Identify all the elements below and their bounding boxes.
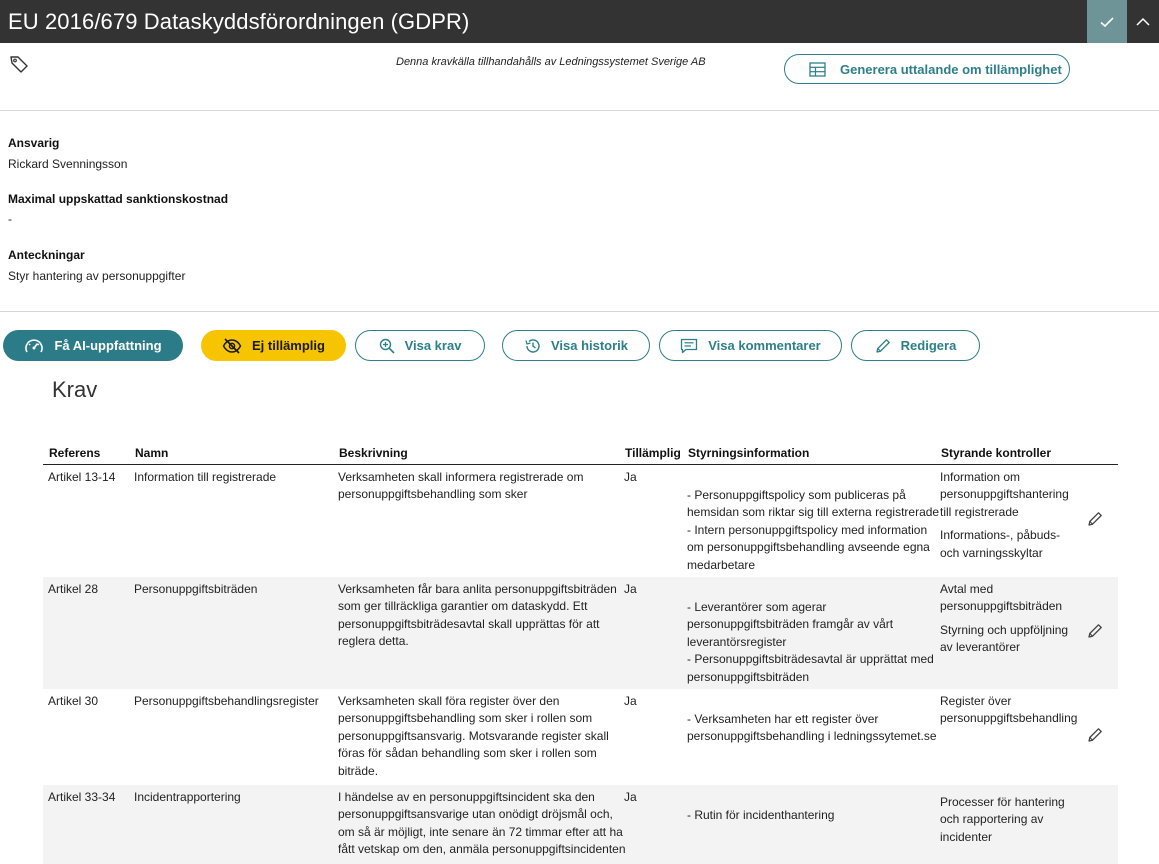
edit-button[interactable] (851, 330, 980, 361)
not-applicable-button[interactable] (201, 330, 346, 361)
column-header-name[interactable]: Namn (135, 446, 169, 460)
control-line: personuppgiftsbehandling (940, 711, 1078, 726)
description-line: personuppgiftsbehandling som sker i rollen som (338, 711, 593, 726)
description-line: Verksamheten skall föra register över den (338, 694, 560, 708)
control-line: incidenter (940, 829, 993, 844)
cell-applicable (624, 789, 637, 806)
governance-info-line: - Leverantörer som agerar (687, 600, 827, 614)
governance-info-line: - Intern personuppgiftspolicy med information (687, 522, 928, 537)
requirements-table (43, 444, 1118, 864)
cell-name (134, 581, 257, 598)
applicable-text: Ja (624, 582, 637, 596)
column-header-applicable[interactable]: Tillämplig (625, 446, 681, 460)
edit-label: Redigera (900, 338, 957, 353)
cell-controls (940, 469, 1069, 562)
cell-controls (940, 693, 1077, 728)
control-line: och rapportering av (940, 812, 1044, 827)
cell-description (338, 789, 626, 859)
control-line: personuppgiftshantering (940, 487, 1069, 502)
governance-info-line: - Rutin för incidenthantering (687, 808, 835, 822)
responsible-label: Ansvarig (8, 136, 60, 150)
sanction-value: - (8, 212, 12, 226)
governance-info-line: - Personuppgiftsbiträdesavtal är upprättat med (687, 652, 934, 667)
description-line: biträde. (338, 763, 379, 778)
control-item (940, 527, 1069, 562)
generate-statement-button[interactable] (784, 54, 1070, 84)
show-requirement-label: Visa krav (404, 338, 462, 353)
description-line: personuppgiftsbiträdesavtal skall upprättas för att (338, 616, 600, 631)
cell-description (338, 581, 617, 651)
control-line: av leverantörer (940, 640, 1021, 655)
governance-info-line: personuppgiftsbiträden (687, 669, 810, 684)
cell-description (338, 469, 583, 504)
show-requirement-button[interactable] (355, 330, 485, 361)
control-line: Styrning och uppföljning (940, 622, 1069, 637)
window-title: EU 2016/679 Dataskyddsförordningen (GDPR) (8, 9, 470, 34)
pencil-icon[interactable] (1087, 511, 1103, 527)
governance-info-line: leverantörsregister (687, 634, 787, 649)
show-comments-button[interactable] (659, 330, 842, 361)
cell-governance-info (687, 711, 937, 746)
control-line: Avtal med (940, 582, 994, 596)
notes-label: Anteckningar (8, 248, 85, 262)
reference-text: Artikel 28 (48, 582, 99, 596)
cell-governance-info (687, 487, 939, 574)
table-icon (809, 62, 826, 77)
description-line: I händelse av en personuppgiftsincident ska den (338, 790, 595, 804)
description-line: som ger tillräckliga garantier om dataskydd. Ett (338, 599, 588, 614)
control-line: och varningsskyltar (940, 545, 1043, 560)
column-header-governance-info[interactable]: Styrningsinformation (688, 446, 810, 460)
control-item (940, 469, 1069, 521)
divider (0, 110, 1159, 111)
section-title: Krav (52, 377, 98, 402)
cell-controls (940, 794, 1065, 846)
confirm-button[interactable] (1087, 0, 1127, 43)
control-line: Information om (940, 470, 1021, 484)
not-applicable-label: Ej tillämplig (252, 338, 325, 353)
description-line: Verksamheten får bara anlita personuppgiftsbiträden (338, 582, 617, 596)
gauge-icon (24, 337, 44, 355)
reference-text: Artikel 33-34 (48, 790, 116, 804)
zoom-icon (379, 338, 395, 354)
applicable-text: Ja (624, 470, 637, 484)
governance-info-line: personuppgiftsbehandling i ledningssytemet.se (687, 729, 937, 744)
cell-name (134, 789, 241, 806)
governance-info-line: - Verksamheten har ett register över (687, 712, 879, 726)
description-line: reglera detta. (338, 634, 409, 649)
governance-info-line: personuppgiftsbiträden framgår av vårt (687, 617, 894, 632)
control-line: till registrerade (940, 504, 1019, 519)
control-item (940, 581, 1068, 616)
description-line: personuppgiftsbehandling som sker (338, 487, 528, 502)
cell-name (134, 469, 276, 486)
description-line: föras för sådan behandling som sker i rollen som (338, 746, 597, 761)
cell-reference (48, 789, 115, 806)
show-comments-label: Visa kommentarer (708, 338, 821, 353)
reference-text: Artikel 13-14 (48, 470, 116, 484)
history-icon (524, 338, 541, 354)
source-note: Denna kravkälla tillhandahålls av Ledningssystemet Sverige AB (396, 56, 706, 68)
column-header-controls[interactable]: Styrande kontroller (941, 446, 1052, 460)
table-row[interactable] (43, 689, 1118, 785)
column-header-description[interactable]: Beskrivning (339, 446, 408, 460)
applicable-text: Ja (624, 694, 637, 708)
table-body (43, 465, 1118, 864)
name-text: Personuppgiftsbehandlingsregister (134, 694, 319, 708)
governance-info-line: om personuppgiftsbehandling avseende egna (687, 540, 930, 555)
cell-reference (48, 693, 98, 710)
name-text: Information till registrerade (134, 470, 277, 484)
description-line: fått vetskap om den, anmäla personuppgiftsincidenten (338, 842, 626, 857)
cell-governance-info (687, 807, 834, 824)
check-icon (1099, 14, 1115, 30)
control-line: personuppgiftsbiträden (940, 599, 1063, 614)
control-item (940, 693, 1077, 728)
name-text: Incidentrapportering (134, 790, 241, 804)
cell-reference (48, 581, 98, 598)
column-header-reference[interactable]: Referens (49, 446, 101, 460)
cell-controls (940, 581, 1068, 657)
title-bar (0, 0, 1159, 43)
ai-opinion-button[interactable] (3, 330, 183, 361)
description-line: Verksamheten skall informera registrerade om (338, 470, 584, 484)
table-row[interactable] (43, 785, 1118, 864)
cell-governance-info (687, 599, 934, 686)
cell-applicable (624, 693, 637, 710)
cell-applicable (624, 469, 637, 486)
pencil-icon (875, 338, 891, 354)
comment-icon (680, 338, 698, 354)
governance-info-line: - Personuppgiftspolicy som publiceras på (687, 488, 906, 502)
pencil-icon[interactable] (1087, 623, 1103, 639)
control-item (940, 794, 1065, 846)
governance-info-line: hemsidan som riktar sig till externa registrerade (687, 505, 940, 520)
control-line: Informations-, påbuds- (940, 528, 1061, 543)
control-line: Processer för hantering (940, 795, 1065, 809)
show-history-label: Visa historik (550, 338, 629, 353)
cell-description (338, 693, 609, 780)
name-text: Personuppgiftsbiträden (134, 582, 258, 596)
show-history-button[interactable] (502, 330, 650, 361)
table-header (43, 444, 1118, 465)
divider (0, 311, 1159, 312)
generate-statement-label: Generera uttalande om tillämplighet (840, 61, 1062, 77)
control-item (940, 622, 1068, 657)
chevron-up-icon (1135, 14, 1151, 30)
table-row[interactable] (43, 577, 1118, 689)
control-line: Register över (940, 694, 1012, 708)
responsible-value: Rickard Svenningsson (8, 157, 128, 171)
governance-info-line: medarbetare (687, 557, 756, 572)
cell-name (134, 693, 319, 710)
applicable-text: Ja (624, 790, 637, 804)
notes-value: Styr hantering av personuppgifter (8, 269, 186, 283)
table-row[interactable] (43, 465, 1118, 577)
sanction-label: Maximal uppskattad sanktionskostnad (8, 192, 229, 206)
cell-reference (48, 469, 115, 486)
description-line: personuppgiftsansvarige utan onödigt dröjsmål och, (338, 807, 613, 822)
ai-opinion-label: Få AI-uppfattning (54, 338, 162, 353)
description-line: om så är möjligt, inte senare än 72 timmar efter att ha (338, 824, 623, 839)
description-line: personuppgiftsansvarig. Motsvarande register skall (338, 728, 609, 743)
reference-text: Artikel 30 (48, 694, 99, 708)
tag-icon[interactable] (9, 54, 29, 74)
collapse-button[interactable] (1127, 0, 1159, 43)
cell-applicable (624, 581, 637, 598)
pencil-icon[interactable] (1087, 727, 1103, 743)
eye-off-icon (222, 338, 242, 354)
